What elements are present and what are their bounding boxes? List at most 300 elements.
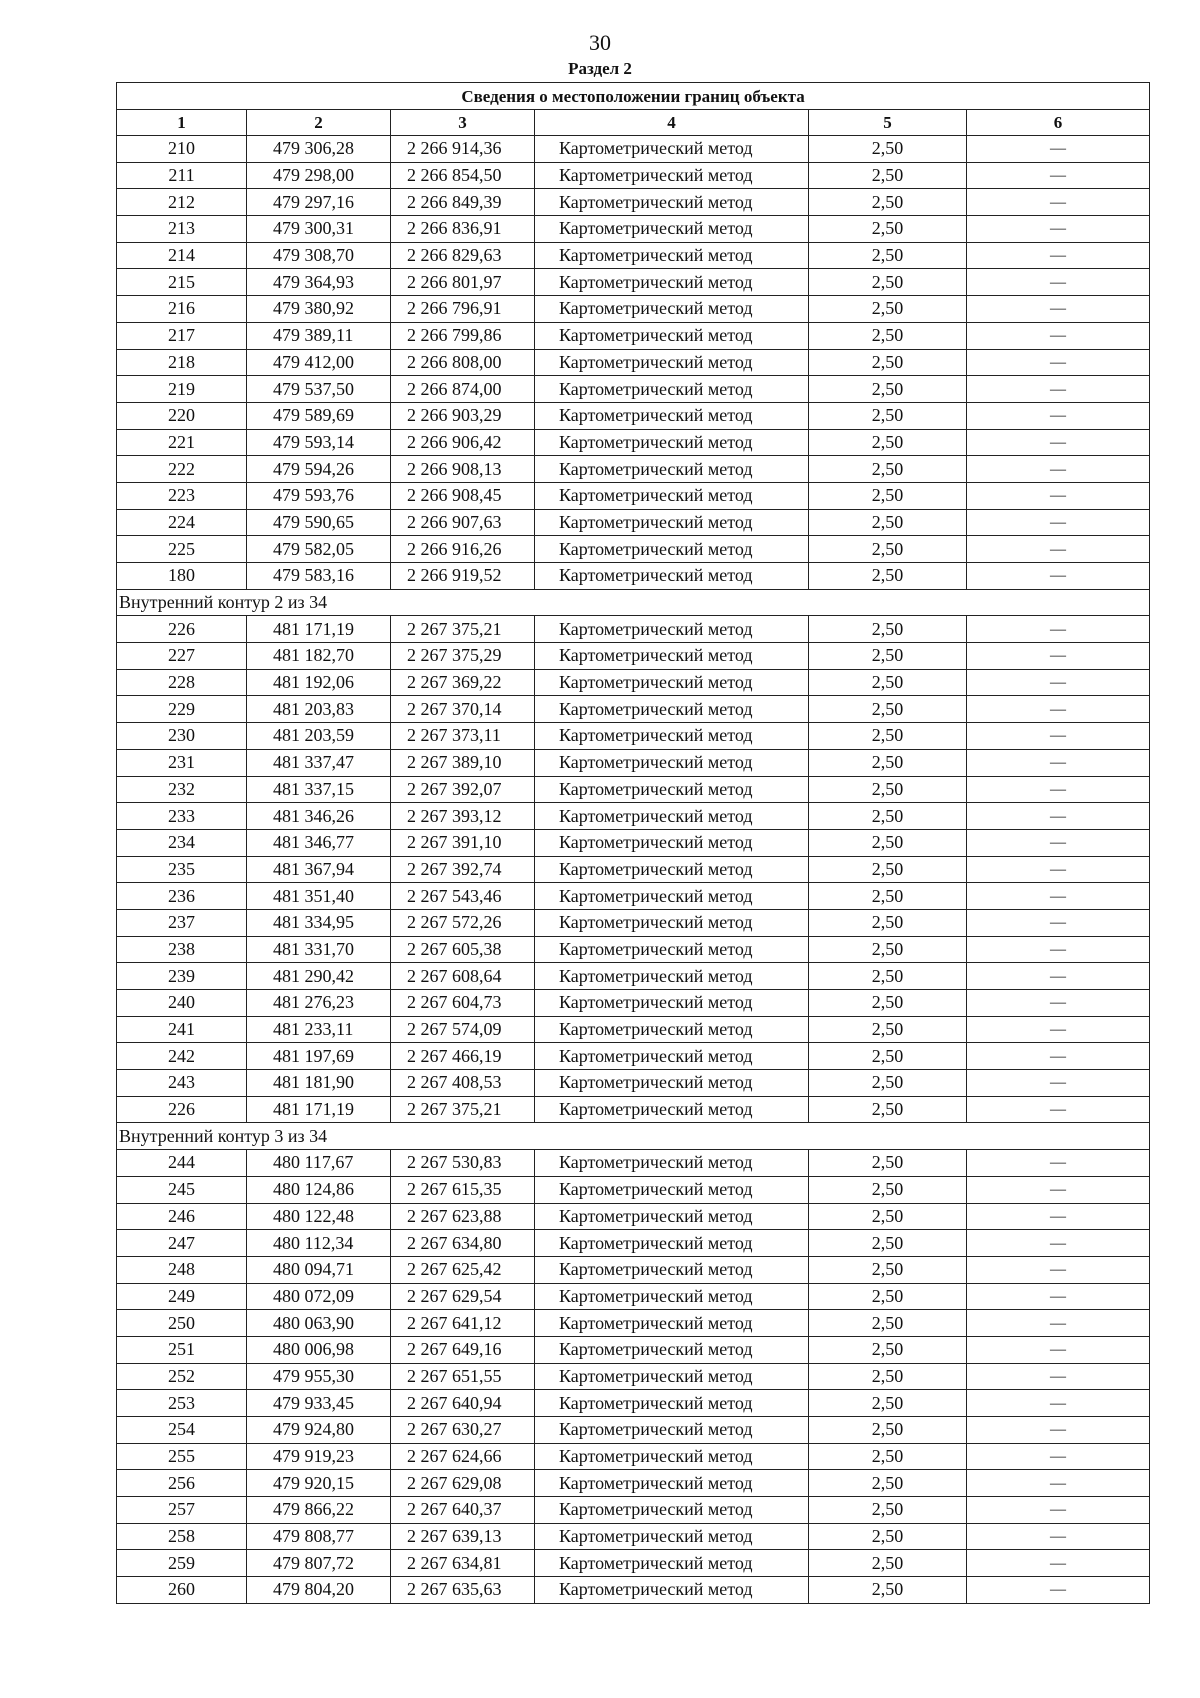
accuracy-cell: 2,50: [809, 1230, 967, 1257]
y-coordinate-cell: 2 267 641,12: [391, 1310, 535, 1337]
accuracy-cell: 2,50: [809, 1577, 967, 1604]
point-number-cell: 233: [117, 803, 247, 830]
description-cell: —: [967, 1043, 1150, 1070]
accuracy-cell: 2,50: [809, 1443, 967, 1470]
y-coordinate-cell: 2 267 639,13: [391, 1523, 535, 1550]
y-coordinate-cell: 2 267 634,81: [391, 1550, 535, 1577]
y-coordinate-cell: 2 267 375,21: [391, 616, 535, 643]
table-row: [117, 1443, 1150, 1470]
point-number-cell: 210: [117, 136, 247, 163]
description-cell: —: [967, 616, 1150, 643]
column-number-2: 2: [247, 110, 391, 136]
x-coordinate-cell: 480 072,09: [247, 1283, 391, 1310]
table-row: [117, 776, 1150, 803]
description-cell: —: [967, 1336, 1150, 1363]
point-number-cell: 231: [117, 749, 247, 776]
y-coordinate-cell: 2 267 572,26: [391, 909, 535, 936]
method-cell: Картометрический метод: [535, 216, 809, 243]
point-number-cell: 220: [117, 402, 247, 429]
point-number-cell: 227: [117, 643, 247, 670]
y-coordinate-cell: 2 267 640,94: [391, 1390, 535, 1417]
point-number-cell: 253: [117, 1390, 247, 1417]
accuracy-cell: 2,50: [809, 322, 967, 349]
y-coordinate-cell: 2 267 393,12: [391, 803, 535, 830]
method-cell: Картометрический метод: [535, 1443, 809, 1470]
accuracy-cell: 2,50: [809, 1550, 967, 1577]
description-cell: —: [967, 643, 1150, 670]
table-row: [117, 1497, 1150, 1524]
y-coordinate-cell: 2 267 608,64: [391, 963, 535, 990]
point-number-cell: 219: [117, 376, 247, 403]
x-coordinate-cell: 479 297,16: [247, 189, 391, 216]
accuracy-cell: 2,50: [809, 162, 967, 189]
point-number-cell: 230: [117, 723, 247, 750]
accuracy-cell: 2,50: [809, 269, 967, 296]
column-number-3: 3: [391, 110, 535, 136]
table-row: [117, 162, 1150, 189]
accuracy-cell: 2,50: [809, 1336, 967, 1363]
point-number-cell: 223: [117, 482, 247, 509]
y-coordinate-cell: 2 267 624,66: [391, 1443, 535, 1470]
description-cell: —: [967, 1283, 1150, 1310]
point-number-cell: 237: [117, 909, 247, 936]
description-cell: —: [967, 1470, 1150, 1497]
x-coordinate-cell: 479 590,65: [247, 509, 391, 536]
point-number-cell: 224: [117, 509, 247, 536]
point-number-cell: 244: [117, 1150, 247, 1177]
accuracy-cell: 2,50: [809, 883, 967, 910]
point-number-cell: 226: [117, 1096, 247, 1123]
description-cell: —: [967, 963, 1150, 990]
y-coordinate-cell: 2 266 914,36: [391, 136, 535, 163]
y-coordinate-cell: 2 267 625,42: [391, 1256, 535, 1283]
description-cell: —: [967, 1203, 1150, 1230]
accuracy-cell: 2,50: [809, 776, 967, 803]
method-cell: Картометрический метод: [535, 482, 809, 509]
method-cell: Картометрический метод: [535, 723, 809, 750]
x-coordinate-cell: 479 924,80: [247, 1417, 391, 1444]
y-coordinate-cell: 2 267 370,14: [391, 696, 535, 723]
x-coordinate-cell: 481 197,69: [247, 1043, 391, 1070]
table-row: [117, 963, 1150, 990]
method-cell: Картометрический метод: [535, 1417, 809, 1444]
method-cell: Картометрический метод: [535, 856, 809, 883]
method-cell: Картометрический метод: [535, 536, 809, 563]
y-coordinate-cell: 2 267 629,54: [391, 1283, 535, 1310]
accuracy-cell: 2,50: [809, 616, 967, 643]
x-coordinate-cell: 481 337,15: [247, 776, 391, 803]
method-cell: Картометрический метод: [535, 936, 809, 963]
x-coordinate-cell: 481 334,95: [247, 909, 391, 936]
point-number-cell: 232: [117, 776, 247, 803]
method-cell: Картометрический метод: [535, 1470, 809, 1497]
x-coordinate-cell: 481 171,19: [247, 616, 391, 643]
description-cell: —: [967, 669, 1150, 696]
x-coordinate-cell: 479 866,22: [247, 1497, 391, 1524]
column-number-1: 1: [117, 110, 247, 136]
y-coordinate-cell: 2 267 466,19: [391, 1043, 535, 1070]
y-coordinate-cell: 2 267 373,11: [391, 723, 535, 750]
y-coordinate-cell: 2 266 916,26: [391, 536, 535, 563]
y-coordinate-cell: 2 267 649,16: [391, 1336, 535, 1363]
point-number-cell: 252: [117, 1363, 247, 1390]
method-cell: Картометрический метод: [535, 1390, 809, 1417]
y-coordinate-cell: 2 267 392,07: [391, 776, 535, 803]
accuracy-cell: 2,50: [809, 643, 967, 670]
y-coordinate-cell: 2 266 903,29: [391, 402, 535, 429]
y-coordinate-cell: 2 267 651,55: [391, 1363, 535, 1390]
method-cell: Картометрический метод: [535, 1283, 809, 1310]
point-number-cell: 251: [117, 1336, 247, 1363]
y-coordinate-cell: 2 267 375,21: [391, 1096, 535, 1123]
x-coordinate-cell: 479 298,00: [247, 162, 391, 189]
table-row: [117, 1070, 1150, 1097]
x-coordinate-cell: 479 804,20: [247, 1577, 391, 1604]
method-cell: Картометрический метод: [535, 696, 809, 723]
accuracy-cell: 2,50: [809, 1256, 967, 1283]
x-coordinate-cell: 480 117,67: [247, 1150, 391, 1177]
description-cell: —: [967, 1577, 1150, 1604]
contour-subheader-row: [117, 589, 1150, 616]
x-coordinate-cell: 479 583,16: [247, 563, 391, 590]
accuracy-cell: 2,50: [809, 402, 967, 429]
y-coordinate-cell: 2 267 389,10: [391, 749, 535, 776]
accuracy-cell: 2,50: [809, 136, 967, 163]
accuracy-cell: 2,50: [809, 1176, 967, 1203]
column-number-row: [117, 110, 1150, 136]
accuracy-cell: 2,50: [809, 936, 967, 963]
method-cell: Картометрический метод: [535, 1230, 809, 1257]
description-cell: —: [967, 349, 1150, 376]
method-cell: Картометрический метод: [535, 509, 809, 536]
accuracy-cell: 2,50: [809, 723, 967, 750]
description-cell: —: [967, 1150, 1150, 1177]
description-cell: —: [967, 216, 1150, 243]
point-number-cell: 234: [117, 829, 247, 856]
accuracy-cell: 2,50: [809, 376, 967, 403]
x-coordinate-cell: 481 182,70: [247, 643, 391, 670]
accuracy-cell: 2,50: [809, 349, 967, 376]
accuracy-cell: 2,50: [809, 216, 967, 243]
x-coordinate-cell: 479 537,50: [247, 376, 391, 403]
point-number-cell: 212: [117, 189, 247, 216]
point-number-cell: 226: [117, 616, 247, 643]
section-title: Раздел 2: [568, 59, 632, 78]
method-cell: Картометрический метод: [535, 242, 809, 269]
method-cell: Картометрический метод: [535, 429, 809, 456]
table-row: [117, 990, 1150, 1017]
y-coordinate-cell: 2 267 375,29: [391, 643, 535, 670]
description-cell: —: [967, 1443, 1150, 1470]
method-cell: Картометрический метод: [535, 776, 809, 803]
method-cell: Картометрический метод: [535, 1150, 809, 1177]
accuracy-cell: 2,50: [809, 1096, 967, 1123]
table-row: [117, 1256, 1150, 1283]
x-coordinate-cell: 481 331,70: [247, 936, 391, 963]
table-row: [117, 402, 1150, 429]
x-coordinate-cell: 479 364,93: [247, 269, 391, 296]
accuracy-cell: 2,50: [809, 1016, 967, 1043]
y-coordinate-cell: 2 267 391,10: [391, 829, 535, 856]
y-coordinate-cell: 2 266 907,63: [391, 509, 535, 536]
point-number-cell: 211: [117, 162, 247, 189]
y-coordinate-cell: 2 266 854,50: [391, 162, 535, 189]
y-coordinate-cell: 2 266 919,52: [391, 563, 535, 590]
point-number-cell: 236: [117, 883, 247, 910]
method-cell: Картометрический метод: [535, 1256, 809, 1283]
point-number-cell: 245: [117, 1176, 247, 1203]
table-row: [117, 536, 1150, 563]
x-coordinate-cell: 481 367,94: [247, 856, 391, 883]
x-coordinate-cell: 481 346,77: [247, 829, 391, 856]
accuracy-cell: 2,50: [809, 1390, 967, 1417]
accuracy-cell: 2,50: [809, 669, 967, 696]
table-row: [117, 349, 1150, 376]
accuracy-cell: 2,50: [809, 990, 967, 1017]
accuracy-cell: 2,50: [809, 456, 967, 483]
method-cell: Картометрический метод: [535, 1203, 809, 1230]
point-number-cell: 260: [117, 1577, 247, 1604]
point-number-cell: 255: [117, 1443, 247, 1470]
description-cell: —: [967, 242, 1150, 269]
point-number-cell: 218: [117, 349, 247, 376]
description-cell: —: [967, 136, 1150, 163]
table-row: [117, 1096, 1150, 1123]
description-cell: —: [967, 1176, 1150, 1203]
x-coordinate-cell: 479 389,11: [247, 322, 391, 349]
point-number-cell: 213: [117, 216, 247, 243]
accuracy-cell: 2,50: [809, 909, 967, 936]
table-row: [117, 936, 1150, 963]
point-number-cell: 216: [117, 296, 247, 323]
method-cell: Картометрический метод: [535, 349, 809, 376]
accuracy-cell: 2,50: [809, 296, 967, 323]
description-cell: —: [967, 696, 1150, 723]
method-cell: Картометрический метод: [535, 563, 809, 590]
method-cell: Картометрический метод: [535, 1096, 809, 1123]
y-coordinate-cell: 2 266 836,91: [391, 216, 535, 243]
method-cell: Картометрический метод: [535, 1176, 809, 1203]
description-cell: —: [967, 402, 1150, 429]
y-coordinate-cell: 2 266 801,97: [391, 269, 535, 296]
table-row: [117, 376, 1150, 403]
description-cell: —: [967, 1070, 1150, 1097]
point-number-cell: 257: [117, 1497, 247, 1524]
column-number-4: 4: [535, 110, 809, 136]
y-coordinate-cell: 2 266 908,13: [391, 456, 535, 483]
table-row: [117, 1417, 1150, 1444]
accuracy-cell: 2,50: [809, 803, 967, 830]
description-cell: —: [967, 1096, 1150, 1123]
y-coordinate-cell: 2 267 605,38: [391, 936, 535, 963]
x-coordinate-cell: 481 203,59: [247, 723, 391, 750]
y-coordinate-cell: 2 267 543,46: [391, 883, 535, 910]
y-coordinate-cell: 2 267 635,63: [391, 1577, 535, 1604]
y-coordinate-cell: 2 266 849,39: [391, 189, 535, 216]
x-coordinate-cell: 479 306,28: [247, 136, 391, 163]
x-coordinate-cell: 480 124,86: [247, 1176, 391, 1203]
method-cell: Картометрический метод: [535, 616, 809, 643]
table-row: [117, 723, 1150, 750]
y-coordinate-cell: 2 266 908,45: [391, 482, 535, 509]
point-number-cell: 240: [117, 990, 247, 1017]
table-row: [117, 856, 1150, 883]
method-cell: Картометрический метод: [535, 749, 809, 776]
table-row: [117, 1016, 1150, 1043]
description-cell: —: [967, 509, 1150, 536]
description-cell: —: [967, 856, 1150, 883]
column-number-6: 6: [967, 110, 1150, 136]
table-row: [117, 1310, 1150, 1337]
description-cell: —: [967, 563, 1150, 590]
table-row: [117, 322, 1150, 349]
point-number-cell: 238: [117, 936, 247, 963]
page-number: 30: [589, 30, 611, 55]
accuracy-cell: 2,50: [809, 482, 967, 509]
x-coordinate-cell: 479 582,05: [247, 536, 391, 563]
method-cell: Картометрический метод: [535, 883, 809, 910]
table-row: [117, 242, 1150, 269]
x-coordinate-cell: 480 122,48: [247, 1203, 391, 1230]
table-row: [117, 509, 1150, 536]
table-row: [117, 749, 1150, 776]
accuracy-cell: 2,50: [809, 1070, 967, 1097]
accuracy-cell: 2,50: [809, 1150, 967, 1177]
y-coordinate-cell: 2 267 623,88: [391, 1203, 535, 1230]
accuracy-cell: 2,50: [809, 509, 967, 536]
x-coordinate-cell: 479 919,23: [247, 1443, 391, 1470]
point-number-cell: 215: [117, 269, 247, 296]
table-row: [117, 616, 1150, 643]
description-cell: —: [967, 536, 1150, 563]
table-row: [117, 829, 1150, 856]
table-row: [117, 1203, 1150, 1230]
accuracy-cell: 2,50: [809, 429, 967, 456]
x-coordinate-cell: 481 276,23: [247, 990, 391, 1017]
description-cell: —: [967, 1256, 1150, 1283]
y-coordinate-cell: 2 267 630,27: [391, 1417, 535, 1444]
method-cell: Картометрический метод: [535, 269, 809, 296]
description-cell: —: [967, 296, 1150, 323]
x-coordinate-cell: 481 203,83: [247, 696, 391, 723]
method-cell: Картометрический метод: [535, 990, 809, 1017]
point-number-cell: 258: [117, 1523, 247, 1550]
accuracy-cell: 2,50: [809, 856, 967, 883]
x-coordinate-cell: 479 920,15: [247, 1470, 391, 1497]
table-row: [117, 1363, 1150, 1390]
accuracy-cell: 2,50: [809, 242, 967, 269]
method-cell: Картометрический метод: [535, 1016, 809, 1043]
description-cell: —: [967, 803, 1150, 830]
table-row: [117, 909, 1150, 936]
accuracy-cell: 2,50: [809, 1497, 967, 1524]
table-body: [117, 83, 1150, 1604]
point-number-cell: 243: [117, 1070, 247, 1097]
description-cell: —: [967, 269, 1150, 296]
x-coordinate-cell: 481 290,42: [247, 963, 391, 990]
x-coordinate-cell: 481 233,11: [247, 1016, 391, 1043]
table-row: [117, 429, 1150, 456]
method-cell: Картометрический метод: [535, 909, 809, 936]
x-coordinate-cell: 481 192,06: [247, 669, 391, 696]
table-row: [117, 669, 1150, 696]
x-coordinate-cell: 479 933,45: [247, 1390, 391, 1417]
x-coordinate-cell: 479 593,76: [247, 482, 391, 509]
description-cell: —: [967, 1230, 1150, 1257]
point-number-cell: 250: [117, 1310, 247, 1337]
y-coordinate-cell: 2 267 634,80: [391, 1230, 535, 1257]
x-coordinate-cell: 479 955,30: [247, 1363, 391, 1390]
method-cell: Картометрический метод: [535, 402, 809, 429]
description-cell: —: [967, 429, 1150, 456]
method-cell: Картометрический метод: [535, 669, 809, 696]
description-cell: —: [967, 749, 1150, 776]
description-cell: —: [967, 1550, 1150, 1577]
x-coordinate-cell: 479 308,70: [247, 242, 391, 269]
y-coordinate-cell: 2 267 408,53: [391, 1070, 535, 1097]
point-number-cell: 239: [117, 963, 247, 990]
description-cell: —: [967, 909, 1150, 936]
description-cell: —: [967, 1523, 1150, 1550]
accuracy-cell: 2,50: [809, 536, 967, 563]
y-coordinate-cell: 2 266 874,00: [391, 376, 535, 403]
table-row: [117, 883, 1150, 910]
x-coordinate-cell: 481 346,26: [247, 803, 391, 830]
x-coordinate-cell: 479 808,77: [247, 1523, 391, 1550]
table-row: [117, 1390, 1150, 1417]
table-caption: Сведения о местоположении границ объекта: [117, 83, 1150, 110]
method-cell: Картометрический метод: [535, 1043, 809, 1070]
contour-subheader: Внутренний контур 3 из 34: [117, 1123, 1150, 1150]
x-coordinate-cell: 479 594,26: [247, 456, 391, 483]
point-number-cell: 249: [117, 1283, 247, 1310]
x-coordinate-cell: 480 006,98: [247, 1336, 391, 1363]
description-cell: —: [967, 456, 1150, 483]
table-row: [117, 696, 1150, 723]
accuracy-cell: 2,50: [809, 1470, 967, 1497]
table-row: [117, 269, 1150, 296]
column-number-5: 5: [809, 110, 967, 136]
description-cell: —: [967, 776, 1150, 803]
y-coordinate-cell: 2 267 530,83: [391, 1150, 535, 1177]
point-number-cell: 229: [117, 696, 247, 723]
point-number-cell: 254: [117, 1417, 247, 1444]
table-row: [117, 456, 1150, 483]
description-cell: —: [967, 162, 1150, 189]
accuracy-cell: 2,50: [809, 1523, 967, 1550]
x-coordinate-cell: 480 112,34: [247, 1230, 391, 1257]
method-cell: Картометрический метод: [535, 1497, 809, 1524]
method-cell: Картометрический метод: [535, 1070, 809, 1097]
x-coordinate-cell: 481 351,40: [247, 883, 391, 910]
accuracy-cell: 2,50: [809, 696, 967, 723]
method-cell: Картометрический метод: [535, 1336, 809, 1363]
description-cell: —: [967, 829, 1150, 856]
table-row: [117, 189, 1150, 216]
y-coordinate-cell: 2 266 808,00: [391, 349, 535, 376]
x-coordinate-cell: 479 589,69: [247, 402, 391, 429]
table-row: [117, 1470, 1150, 1497]
point-number-cell: 221: [117, 429, 247, 456]
accuracy-cell: 2,50: [809, 563, 967, 590]
table-caption-row: [117, 83, 1150, 110]
method-cell: Картометрический метод: [535, 456, 809, 483]
description-cell: —: [967, 482, 1150, 509]
description-cell: —: [967, 723, 1150, 750]
point-number-cell: 217: [117, 322, 247, 349]
point-number-cell: 259: [117, 1550, 247, 1577]
point-number-cell: 214: [117, 242, 247, 269]
